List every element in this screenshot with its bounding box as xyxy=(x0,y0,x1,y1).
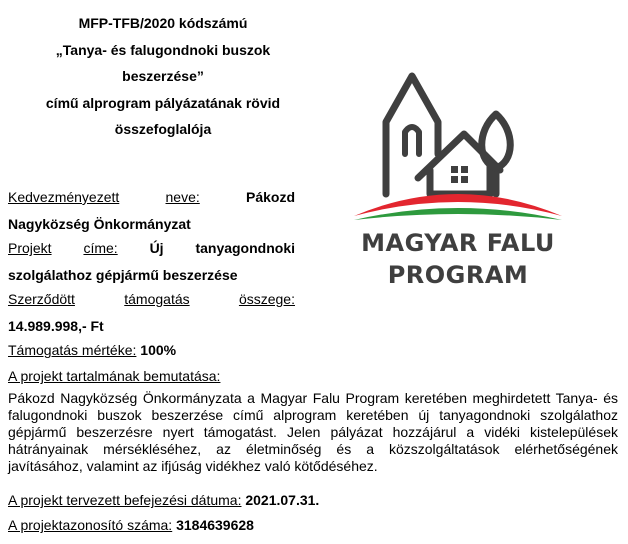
amount-value: 14.989.998,- Ft xyxy=(8,317,104,334)
amount-label-word: összege: xyxy=(238,291,295,307)
church-window xyxy=(405,127,419,154)
amount-label-word: támogatás xyxy=(124,291,190,307)
logo-green-swoosh xyxy=(354,208,562,220)
project-label-word: címe: xyxy=(83,240,118,256)
document-title xyxy=(0,10,326,143)
completion-value: 2021.07.31. xyxy=(245,492,320,508)
title-line: MFP-TFB/2020 kódszámú xyxy=(78,15,248,31)
amount-field xyxy=(8,286,295,339)
house-walls xyxy=(430,166,490,194)
project-label-word: Projekt xyxy=(8,240,52,256)
beneficiary-label-word: Kedvezményezett xyxy=(8,189,120,205)
completion-field xyxy=(8,487,508,514)
rate-label: Támogatás mértéke: xyxy=(8,342,137,358)
beneficiary-label-word: neve: xyxy=(165,189,200,205)
title-line: című alprogram pályázatának rövid xyxy=(45,94,281,111)
project-title-field xyxy=(8,235,295,288)
village-illustration-icon xyxy=(350,66,566,226)
amount-label-word: Szerződött xyxy=(8,291,75,307)
title-line: beszerzése” xyxy=(122,68,204,84)
project-id-field xyxy=(8,512,508,539)
project-id-value: 3184639628 xyxy=(176,517,254,533)
beneficiary-value: Pákozd xyxy=(245,189,295,205)
content-label: A projekt tartalmának bemutatása: xyxy=(8,368,221,384)
logo-text-line1: MAGYAR FALU xyxy=(361,229,555,257)
title-line: összefoglalója xyxy=(114,121,212,137)
completion-label: A projekt tervezett befejezési dátuma: xyxy=(8,492,242,508)
rate-value: 100% xyxy=(140,342,177,358)
project-value-word: Új xyxy=(149,240,164,256)
beneficiary-value-cont: Nagyközség Önkormányzat xyxy=(8,215,191,232)
title-line: „Tanya- és falugondnoki buszok xyxy=(55,41,271,58)
project-description: Pákozd Nagyközség Önkormányzata a Magyar Falu Program keretében meghirdetett Tanya- és falugondnoki buszok beszerzése című alprogram keretében új tanyagondnoki szolgálathoz gépjármű beszerzésre nyert támogatást. Jelen pályázat hozzájárul a vidéki kistelepülések hátrányainak mérsékléséhez, az életminőség és a közszolgáltatások elérhetőségének javításához, valamint az ifjúság vidékhez való kötődéséhez. xyxy=(8,390,618,474)
project-value-word: tanyagondnoki xyxy=(195,240,295,256)
rate-field xyxy=(8,337,408,364)
magyar-falu-program-logo xyxy=(350,66,566,294)
content-label-field xyxy=(8,363,408,390)
house-windows-icon xyxy=(451,166,468,183)
project-id-label: A projektazonosító száma: xyxy=(8,517,173,533)
project-value-cont: szolgálathoz gépjármű beszerzése xyxy=(8,266,238,283)
beneficiary-field xyxy=(8,184,295,237)
tree-crown xyxy=(482,114,511,168)
logo-text-line2: PROGRAM xyxy=(387,261,529,289)
